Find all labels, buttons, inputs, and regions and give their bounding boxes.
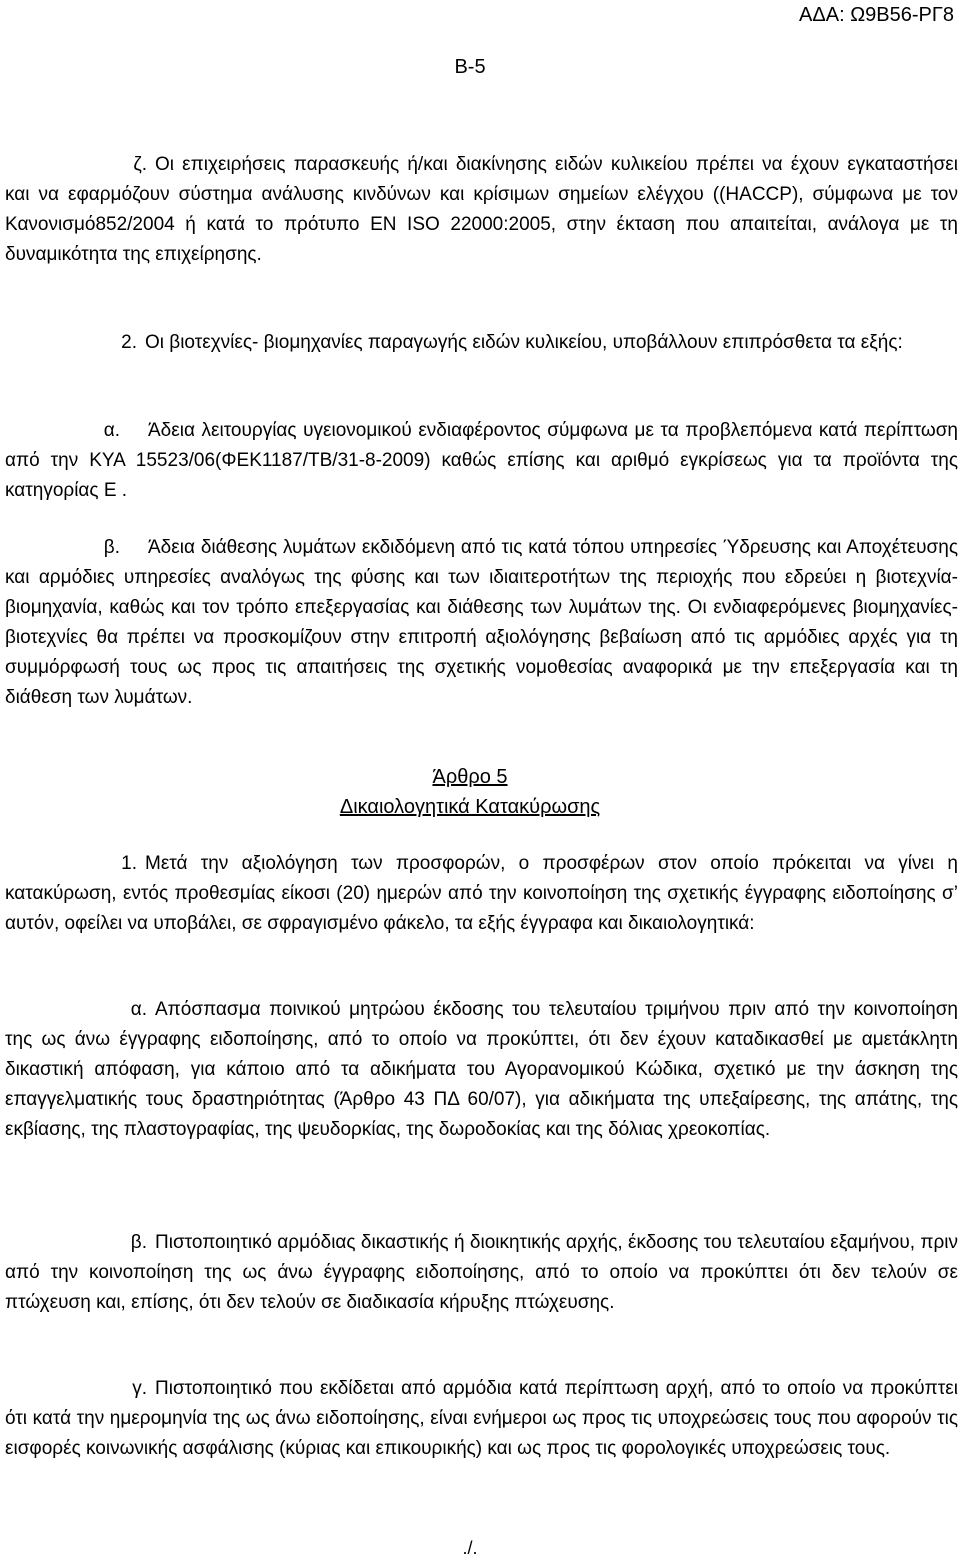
paragraph-marker: 1. xyxy=(121,853,137,874)
paragraph-text: Πιστοποιητικό αρμόδιας δικαστικής ή διοικητικής αρχής, έκδοσης του τελευταίου εξαμήνου, πριν από την κοινοποίηση της ως άνω έγγραφης ειδοποίησης, από το οποίο να προκύπτει ότι δεν τελούν σε πτώχευση και, επίσης, ότι δεν τελούν σε διαδικασία κήρυξης πτώχευσης. xyxy=(5,1232,958,1313)
paragraph-marker: 2. xyxy=(121,332,137,353)
paragraph-marker: ζ. xyxy=(133,154,147,175)
paragraph-marker: γ. xyxy=(132,1378,147,1399)
paragraph-2 xyxy=(5,328,958,358)
paragraph-text: Οι επιχειρήσεις παρασκευής ή/και διακίνησης ειδών κυλικείου πρέπει να έχουν εγκαταστήσει και να εφαρμόζουν σύστημα ανάλυσης κινδύνων και κρίσιμων σημείων ελέγχου ((HACCP), σύμφωνα με τον Κανονισμό852/2004 ή κατά το πρότυπο EN ISO 22000:2005, στην έκταση που απαιτείται, ανάλογα με τη δυναμικότητα της επιχείρησης. xyxy=(5,154,958,265)
paragraph-1 xyxy=(5,849,958,939)
paragraph-marker: α. xyxy=(130,999,147,1020)
page-number: Β-5 xyxy=(454,56,486,78)
ada-code: ΑΔΑ: Ω9Β56-ΡΓ8 xyxy=(799,4,954,26)
paragraph-marker: β. xyxy=(103,537,120,558)
article-number: Άρθρο 5 xyxy=(432,766,508,788)
paragraph-marker: α. xyxy=(103,420,120,441)
paragraph-text: Άδεια διάθεσης λυμάτων εκδιδόμενη από τις κατά τόπου υπηρεσίες Ύδρευσης και Αποχέτευσης και αρμόδιες υπηρεσίες αναλόγως της φύσης και των ιδιαιτεροτήτων της περιοχής που εδρεύει η βιοτεχνία-βιομηχανία, καθώς και τον τρόπο επεξεργασίας και διάθεσης των λυμάτων της. Οι ενδιαφερόμενες βιομηχανίες-βιοτεχνίες θα πρέπει να προσκομίζουν στην επιτροπή αξιολόγησης βεβαίωση από τις αρμόδιες αρχές για τη συμμόρφωσή τους ως προς τις απαιτήσεις της σχετικής νομοθεσίας αναφορικά με την επεξεργασία και τη διάθεση των λυμάτων. xyxy=(5,537,958,708)
continuation-mark: ./. xyxy=(462,1538,478,1558)
paragraph-1-beta xyxy=(5,1228,958,1318)
paragraph-text: Πιστοποιητικό που εκδίδεται από αρμόδια κατά περίπτωση αρχή, από το οποίο να προκύπτει ότι κατά την ημερομηνία της ως άνω ειδοποίησης, είναι ενήμεροι ως προς τις υποχρεώσεις τους που αφορούν τις εισφορές κοινωνικής ασφάλισης (κύριας και επικουρικής) και ως προς τις φορολογικές υποχρεώσεις τους. xyxy=(5,1378,958,1459)
paragraph-marker: β. xyxy=(130,1232,147,1253)
paragraph-z xyxy=(5,150,958,270)
paragraph-2-beta xyxy=(5,533,958,713)
article-title: Δικαιολογητικά Κατακύρωσης xyxy=(339,796,601,818)
paragraph-1-gamma xyxy=(5,1374,958,1464)
paragraph-text: Οι βιοτεχνίες- βιομηχανίες παραγωγής ειδών κυλικείου, υποβάλλουν επιπρόσθετα τα εξής: xyxy=(145,332,903,353)
paragraph-text: Άδεια λειτουργίας υγειονομικού ενδιαφέροντος σύμφωνα με τα προβλεπόμενα κατά περίπτωση από την ΚΥΑ 15523/06(ΦΕΚ1187/ΤΒ/31-8-2009) καθώς επίσης και αριθμό εγκρίσεως για τα προϊόντα της κατηγορίας Ε . xyxy=(5,420,958,501)
paragraph-text: Μετά την αξιολόγηση των προσφορών, ο προσφέρων στον οποίο πρόκειται να γίνει η κατακύρωση, εντός προθεσμίας είκοσι (20) ημερών από την κοινοποίηση της σχετικής έγγραφης ειδοποίησης σ’ αυτόν, οφείλει να υποβάλει, σε σφραγισμένο φάκελο, τα εξής έγγραφα και δικαιολογητικά: xyxy=(5,853,958,934)
paragraph-1-alpha xyxy=(5,995,958,1145)
paragraph-text: Απόσπασμα ποινικού μητρώου έκδοσης του τελευταίου τριμήνου πριν από την κοινοποίηση της ως άνω έγγραφης ειδοποίησης, από το οποίο να προκύπτει, ότι δεν έχουν καταδικασθεί με αμετάκλητη δικαστική απόφαση, για κάποιο από τα αδικήματα του Αγορανομικού Κώδικα, σχετικό με την άσκηση της επαγγελματικής τους δραστηριότητας (Άρθρο 43 ΠΔ 60/07), για αδικήματα της υπεξαίρεσης, της απάτης, της εκβίασης, της πλαστογραφίας, της ψευδορκίας, της δωροδοκίας και της δόλιας χρεοκοπίας. xyxy=(5,999,958,1140)
paragraph-2-alpha xyxy=(5,416,958,506)
